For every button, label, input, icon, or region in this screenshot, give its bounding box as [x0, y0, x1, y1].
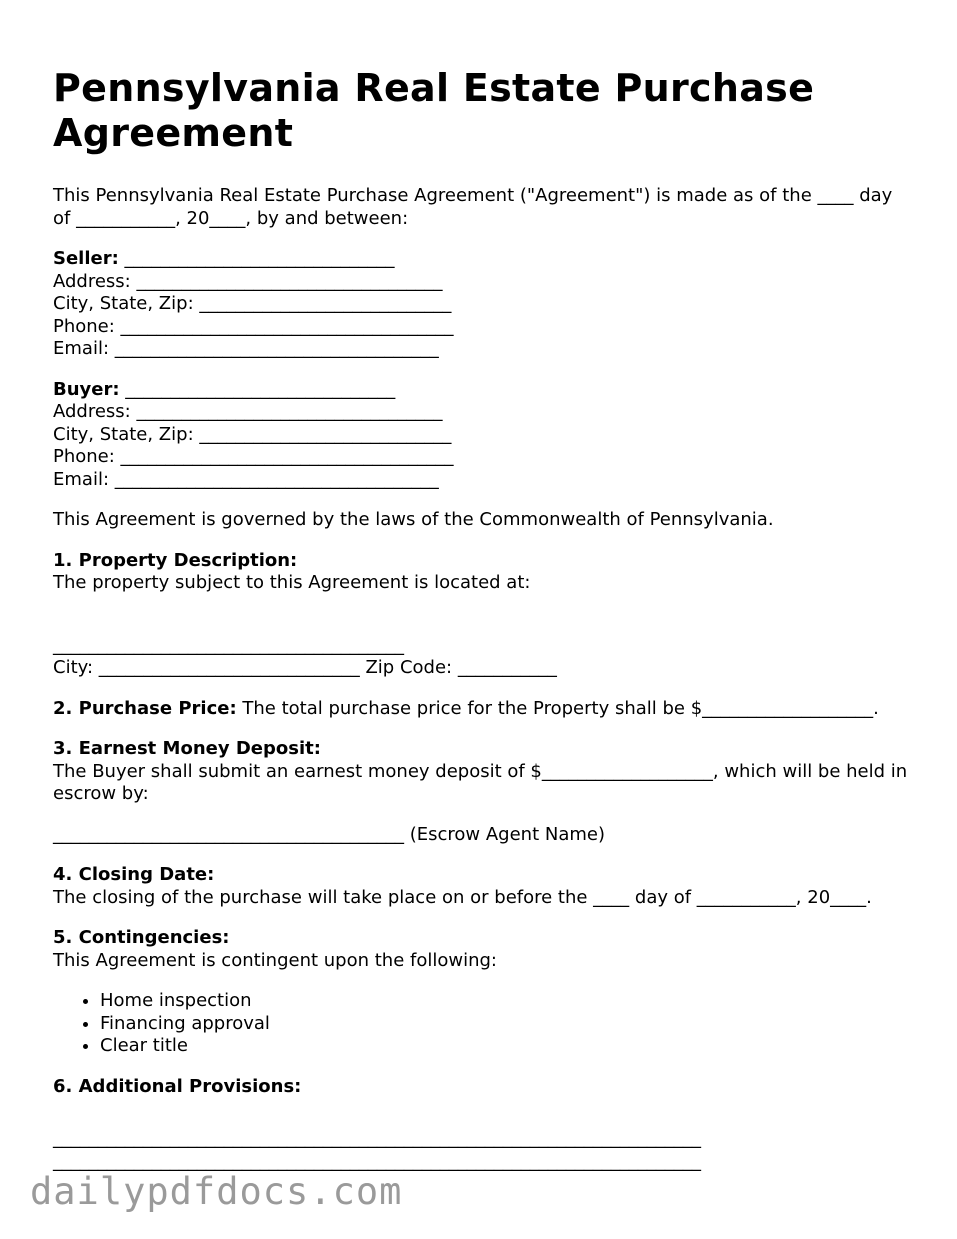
seller-city: City, State, Zip: ____________________________ [53, 293, 452, 314]
seller-block [53, 248, 913, 361]
section-text: The total purchase price for the Property shall be $___________________. [236, 697, 879, 719]
seller-name-line [53, 248, 913, 271]
document-title: Pennsylvania Real Estate Purchase Agreement [53, 66, 815, 155]
watermark: dailypdfdocs.com [30, 1170, 403, 1213]
buyer-name-blank: ______________________________ [119, 378, 396, 400]
section-additional-provisions [53, 1076, 913, 1174]
section-closing-date [53, 864, 913, 909]
seller-label: Seller: [53, 248, 119, 269]
section-text: This Agreement is contingent upon the following: [53, 949, 497, 971]
section-text: The closing of the purchase will take place on or before the ____ day of ___________, 20____. [53, 886, 872, 908]
buyer-block [53, 379, 913, 492]
section-heading: 5. Contingencies: [53, 927, 230, 948]
provision-line-1: ________________________________________________________________________ [53, 1128, 701, 1149]
buyer-name-line [53, 379, 913, 402]
contingency-list [53, 990, 913, 1058]
property-city-zip: City: _____________________________ Zip Code: ___________ [53, 657, 557, 678]
seller-email: Email: ____________________________________ [53, 338, 439, 359]
document-page [53, 66, 913, 1173]
section-property-description [53, 550, 913, 680]
section-heading: 6. Additional Provisions: [53, 1075, 302, 1097]
provision-line-2: ________________________________________________________________________ [53, 1150, 701, 1172]
section-contingencies [53, 927, 913, 1058]
section-heading: 4. Closing Date: [53, 864, 215, 885]
seller-phone: Phone: _____________________________________ [53, 315, 454, 337]
escrow-agent-line: _______________________________________ (Escrow Agent Name) [53, 823, 605, 845]
section-earnest-money [53, 738, 913, 846]
buyer-email: Email: ____________________________________ [53, 468, 439, 490]
section-heading: 2. Purchase Price: [53, 697, 237, 719]
buyer-city: City, State, Zip: ____________________________ [53, 423, 452, 445]
section-text: The property subject to this Agreement is located at: [53, 572, 531, 593]
list-item: • Clear title [100, 1035, 913, 1058]
list-item: • Home inspection [100, 990, 913, 1013]
section-heading: 3. Earnest Money Deposit: [53, 738, 321, 759]
seller-name-blank: ______________________________ [118, 248, 395, 269]
intro-paragraph: This Pennsylvania Real Estate Purchase Agreement ("Agreement") is made as of the ____ day of ___________, 20____, by and between: [53, 185, 893, 229]
section-text: The Buyer shall submit an earnest money deposit of $___________________, which will be held in escrow by: [53, 760, 908, 804]
buyer-phone: Phone: _____________________________________ [53, 446, 454, 467]
property-address-blank: _______________________________________ [53, 634, 404, 656]
buyer-label: Buyer: [53, 378, 120, 400]
buyer-address: Address: __________________________________ [53, 401, 443, 422]
section-purchase-price [53, 698, 913, 721]
governing-law: This Agreement is governed by the laws of the Commonwealth of Pennsylvania. [53, 509, 774, 530]
list-item: • Financing approval [100, 1013, 913, 1036]
seller-address: Address: __________________________________ [53, 270, 443, 292]
section-heading: 1. Property Description: [53, 549, 298, 571]
